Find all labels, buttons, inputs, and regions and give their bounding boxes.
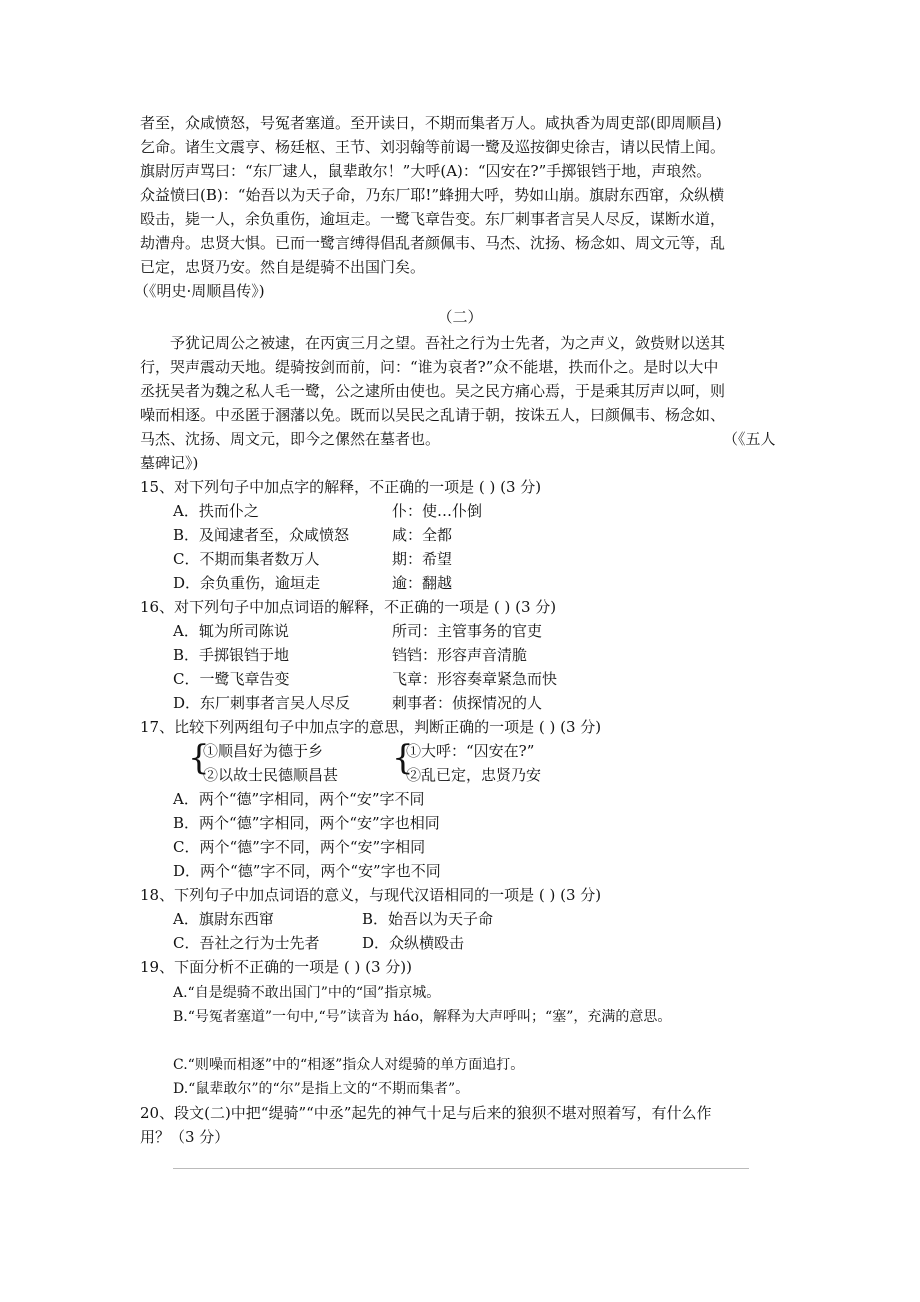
passage-1-line: 殴击，毙一人，余负重伤，逾垣走。一鹭飞章告变。东厂刺事者言吴人尽反，谋断水道， <box>140 210 726 228</box>
option-text: B.“号冤者塞道”一句中,“号”读音为 háo，解释为大声呼叫；“塞”，充满的意思。 <box>173 1009 672 1025</box>
passage-2-line: 噪而相逐。中丞匿于溷藩以免。既而以吴民之乱请于朝，按诛五人，曰颜佩韦、杨念如、 <box>140 406 726 424</box>
group-2-sentence: ②乱已定，忠贤乃安 <box>406 766 542 784</box>
question-stem: 15、对下列句子中加点字的解释，不正确的一项是 ( ) (3 分) <box>140 478 542 496</box>
option-gloss: 铛铛：形容声音清脆 <box>392 646 528 664</box>
option-gloss: 逾：翻越 <box>392 574 453 592</box>
question-stem: 18、下列句子中加点词语的意义，与现代汉语相同的一项是 ( ) (3 分) <box>140 886 602 904</box>
option-text: A．抶而仆之 <box>173 502 259 520</box>
option-text: C．两个“德”字不同，两个“安”字相同 <box>173 838 426 856</box>
brace-left-1: { <box>188 738 210 778</box>
passage-1-line: 乞命。诸生文震亨、杨廷枢、王节、刘羽翰等前谒一鹭及巡按御史徐吉，请以民情上闻。 <box>140 138 726 156</box>
option-text: A．旗尉东西窜 <box>173 910 274 928</box>
option-text: A．辄为所司陈说 <box>173 622 289 640</box>
passage-1-line: 已定，忠贤乃安。然自是缇骑不出国门矣。 <box>140 258 426 276</box>
passage-2-line: 马杰、沈扬、周文元，即今之傫然在墓者也。 <box>140 430 441 448</box>
group-2-sentence: ①大呼：“囚安在?” <box>406 742 535 760</box>
group-1-sentence: ②以故士民德顺昌甚 <box>203 766 339 784</box>
group-1-sentence: ①顺昌好为德于乡 <box>203 742 324 760</box>
option-text: C．不期而集者数万人 <box>173 550 320 568</box>
question-stem: 16、对下列句子中加点词语的解释，不正确的一项是 ( ) (3 分) <box>140 598 557 616</box>
passage-2-line: 行，哭声震动天地。缇骑按剑而前，问：“谁为哀者?”众不能堪，抶而仆之。是时以大中 <box>140 358 719 376</box>
passage-2-line: 予犹记周公之被逮，在丙寅三月之望。吾社之行为士先者，为之声义，敛赀财以送其 <box>170 334 726 352</box>
option-gloss: 期：希望 <box>392 550 453 568</box>
option-text: D．东厂刺事者言吴人尽反 <box>173 694 351 712</box>
passage-1-line: 者至，众咸愤怒，号冤者塞道。至开读日，不期而集者万人。咸执香为周吏部(即周顺昌) <box>140 114 722 132</box>
option-text: B．及闻逮者至，众咸愤怒 <box>173 526 350 544</box>
option-text: A．两个“德”字相同，两个“安”字不同 <box>173 790 425 808</box>
passage-2-heading: （二） <box>437 308 483 326</box>
option-gloss: 所司：主管事务的官吏 <box>392 622 543 640</box>
option-gloss: 仆：使…仆倒 <box>392 502 483 520</box>
option-gloss: 飞章：形容奏章紧急而快 <box>392 670 558 688</box>
question-stem-continued: 用？（3 分） <box>140 1128 230 1146</box>
option-text: D．众纵横殴击 <box>362 934 465 952</box>
question-stem: 19、下面分析不正确的一项是 ( ) (3 分)) <box>140 958 412 976</box>
option-text: B．始吾以为天子命 <box>362 910 494 928</box>
question-stem: 17、比较下列两组句子中加点字的意思，判断正确的一项是 ( ) (3 分) <box>140 718 602 736</box>
passage-2-source-part1: （《五人 <box>723 430 776 448</box>
option-text: C．一鹭飞章告变 <box>173 670 290 688</box>
option-text: D．余负重伤，逾垣走 <box>173 574 321 592</box>
option-text: C.“则噪而相逐”中的“相逐”指众人对缇骑的单方面追打。 <box>173 1057 525 1073</box>
passage-1-line: 劫漕舟。忠贤大惧。已而一鹭言缚得倡乱者颜佩韦、马杰、沈扬、杨念如、周文元等，乱 <box>140 234 726 252</box>
option-text: B．手掷银铛于地 <box>173 646 290 664</box>
option-text: D.“鼠辈敢尔”的“尔”是指上文的“不期而集者”。 <box>173 1081 470 1097</box>
question-stem: 20、段文(二)中把“缇骑”“中丞”起先的神气十足与后来的狼狈不堪对照着写，有什么作 <box>140 1104 712 1122</box>
passage-2-source-part2: 墓碑记》) <box>140 454 199 472</box>
option-text: B．两个“德”字相同，两个“安”字也相同 <box>173 814 440 832</box>
passage-2-line: 丞抚吴者为魏之私人毛一鹭，公之逮所由使也。吴之民方痛心焉，于是乘其厉声以呵，则 <box>140 382 726 400</box>
footer-divider <box>173 1168 749 1169</box>
passage-1-source: （《明史·周顺昌传》) <box>134 282 265 300</box>
passage-1-line: 旗尉厉声骂曰：“东厂逮人，鼠辈敢尔！”大呼(A)：“囚安在?”手掷银铛于地，声琅然。 <box>140 162 712 180</box>
option-text: D．两个“德”字不同，两个“安”字也不同 <box>173 862 441 880</box>
option-gloss: 刺事者：侦探情况的人 <box>392 694 543 712</box>
passage-1-line: 众益愤曰(B)：“始吾以为天子命，乃东厂耶!”蜂拥大呼，势如山崩。旗尉东西窜，众纵横 <box>140 186 725 204</box>
option-text: C．吾社之行为士先者 <box>173 934 320 952</box>
brace-left-2: { <box>392 738 414 778</box>
option-gloss: 咸：全都 <box>392 526 453 544</box>
option-text: A.“自是缇骑不敢出国门”中的“国”指京城。 <box>173 985 441 1001</box>
